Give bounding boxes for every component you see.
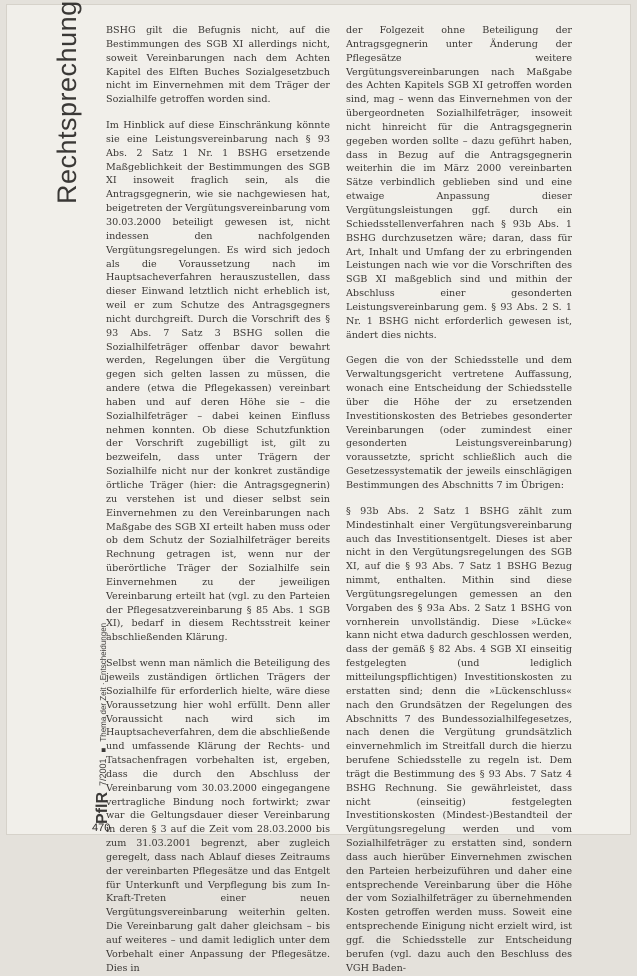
paragraph: § 93b Abs. 2 Satz 1 BSHG zählt zum Mindestinhalt einer Vergütungsvereinbarung auch das Investitionsentgelt. Dieses ist aber nicht in den Vergütungsregelungen des SGB XI, auf die § 93 Abs. 7 Satz 1 BSHG Bezug nimmt, enthalten. Mithin sind diese Vergütungsregelungen gemessen an den Vorgaben des § 93a Abs. 2 Satz 1 BSHG von vornherein unvollständig. Diese »Lücke« kann nicht etwa dadurch geschlossen werden, dass der gemäß § 82 Abs. 4 SGB XI einseitig festgelegten (und lediglich mitteilungspflichtigen) Investitionskosten zu erstatten sind; denn die »Lückenschluss« nach den Grundsätzen der Regelungen des Abschnitts 7 des Bundessozialhilfegesetzes, nach denen die Vergütung grundsätzlich einvernehmlich im Streitfall durch die hierzu berufene Schiedsstelle zu regeln ist. Dem trägt die Bestimmung des § 93 Abs. 7 Satz 4 BSHG Rechnung. Sie gewährleistet, dass nicht (einseitig) festgelegten Investitionskosten (Mindest-)Bestandteil der Vergütungsregelung werden und vom Sozialhilfeträger zu erstatten sind, sondern dass auch hierüber Einvernehmen zwischen den Parteien herbeizuführen und daher eine entsprechende Vereinbarung über die Höhe der vom Sozialhilfeträger zu übernehmenden Kosten getroffen werden muss. Soweit eine entsprechende Einigung nicht erzielt wird, ist ggf. die Schiedsstelle zur Entscheidung berufen (vgl. dazu auch den Beschluss des VGH Baden-: [346, 505, 572, 974]
paragraph: Im Hinblick auf diese Einschränkung könnte sie eine Leistungsvereinbarung nach § 93 Abs. 2 Satz 1 Nr. 1 BSHG ersetzende Maßgeblichkeit der Bestimmungen des SGB XI insoweit fraglich sein, als die Antragsgegnerin, wie sie nachgewiesen hat, beigetreten der Vergütungsvereinbarung vom 30.03.2000 beteiligt gewesen ist, nicht indessen den nachfolgenden Vergütungsregelungen. Es wird sich jedoch als die Voraussetzung nach im Hauptsacheverfahren herauszustellen, dass dieser Einwand letztlich nicht erheblich ist, weil er zum Schutze des Antragsgegners nicht durchgreift. Durch die Vorschrift des § 93 Abs. 7 Satz 3 BSHG sollen die Sozialhilfeträger offenbar davor bewahrt werden, Regelungen über die Vergütung gegen sich gelten lassen zu müssen, die andere (etwa die Pflegekassen) vereinbart haben und auf deren Höhe sie – die Sozialhilfeträger – dabei keinen Einfluss nehmen konnten. Ob diese Schutzfunktion der Vorschrift zugebilligt ist, gilt zu bezweifeln, dass unter Trägern der Sozialhilfe nicht nur der konkret zuständige örtliche Träger (hier: die Antragsgegnerin) zu verstehen ist und dieser selbst sein Einvernehmen zu den Vereinbarungen nach Maßgabe des SGB XI erteilt haben muss oder ob dem Schutz der Sozialhilfeträger bereits Rechnung getragen ist, wenn nur der überörtliche Träger der Sozialhilfe sein Einvernehmen zu der jeweiligen Vereinbarung erteilt hat (vgl. zu den Parteien der Pflegesatzvereinbarung § 85 Abs. 1 SGB XI), bedarf in diesem Rechtsstreit keiner abschließenden Klärung.: [106, 120, 330, 644]
paragraph: Gegen die von der Schiedsstelle und dem Verwaltungsgericht vertretene Auffassung, wonach eine Entscheidung der Schiedsstelle über die Höhe der zu ersetzenden Investitionskosten des Betriebes gesonderter Vereinbarungen (oder zumindest einer gesonderten Leistungsvereinbarung) voraussetzte, spricht schließlich auch die Gesetzessystematik der jeweils einschlägigen Bestimmungen des Abschnitts 7 im Übrigen:: [346, 355, 572, 491]
journal-issue: 7/2001: [98, 758, 108, 786]
paragraph: der Folgezeit ohne Beteiligung der Antragsgegnerin unter Änderung der Pflegesätze weitere Vergütungsvereinbarungen nach Maßgabe des Achten Kapitels SGB XI getroffen worden sind, mag – wenn das Einvernehmen von der übergeordneten Sozialhilfeträger, insoweit nicht hinreicht für die Antragsgegnerin gegeben worden sollte – dazu geführt haben, dass in Bezug auf die Antragsgegnerin weiterhin die im März 2000 vereinbarten Sätze verbindlich geblieben sind und eine etwaige Anpassung dieser Vergütungsleistungen ggf. durch ein Schiedsstellenverfahren nach § 93b Abs. 1 BSHG durchzusetzen wäre; daran, dass für Art, Inhalt und Umfang der zu erbringenden Leistungen nach wie vor die Vorschriften des SGB XI maßgeblich sind und mithin der Abschluss einer gesonderten Leistungsvereinbarung gem. § 93 Abs. 2 S. 1 Nr. 1 BSHG nicht erforderlich gewesen ist, ändert dies nichts.: [346, 25, 572, 341]
page-number: 470: [92, 822, 111, 834]
left-text-column: [106, 24, 330, 976]
section-label: Rechtsprechung: [52, 0, 82, 204]
journal-separator: ■: [98, 747, 108, 753]
paragraph: Selbst wenn man nämlich die Beteiligung des jeweils zuständigen örtlichen Trägers der Sozialhilfe für erforderlich hielte, wäre diese Voraussetzung hier wohl erfüllt. Denn aller Voraussicht nach wird sich im Hauptsacheverfahren, dem die abschließende und umfassende Klärung der Rechts- und Tatsachenfragen vorbehalten ist, ergeben, dass die durch den Abschluss der Vereinbarung vom 30.03.2000 eingegangene vertragliche Bindung noch fortwirkt; zwar war die Geltungsdauer dieser Vereinbarung in deren § 3 auf die Zeit vom 28.03.2000 bis zum 31.03.2001 begrenzt, aber zugleich geregelt, dass nach Ablauf dieses Zeitraums der vereinbarten Pflegesätze und das Entgelt für Unterkunft und Verpflegung bis zum In-Kraft-Treten einer neuen Vergütungsvereinbarung weiterhin gelten. Die Vereinbarung galt daher gleichsam – bis auf weiteres – und damit lediglich unter dem Vorbehalt einer Anpassung der Pflegesätze. Dies in: [106, 658, 330, 974]
journal-tag: Thema der Zeit · Entscheidungen: [98, 622, 108, 742]
paragraph: BSHG gilt die Befugnis nicht, auf die Bestimmungen des SGB XI allerdings nicht, soweit Vereinbarungen nach dem Achten Kapitel des Elften Buches Sozialgesetzbuch nicht im Einvernehmen mit dem Träger der Sozialhilfe getroffen worden sind.: [106, 25, 330, 106]
journal-name: PflR: [94, 792, 111, 824]
document-page: [6, 0, 631, 974]
right-text-column: [346, 24, 572, 976]
